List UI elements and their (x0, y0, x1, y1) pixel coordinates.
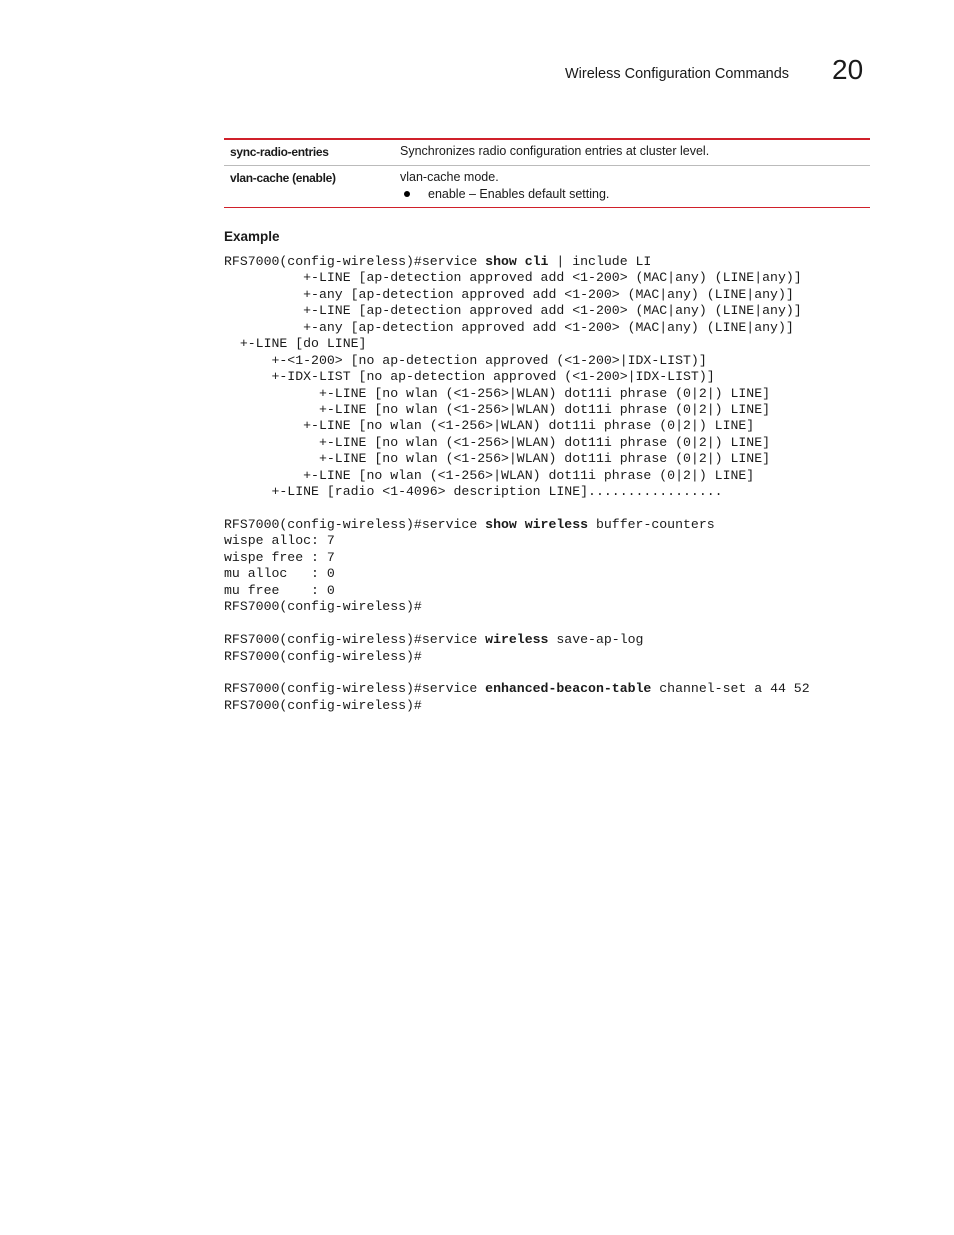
chapter-title: Wireless Configuration Commands (565, 66, 790, 82)
parameter-row (224, 139, 870, 166)
code-text: RFS7000(config-wireless)#service (224, 681, 486, 697)
code-text: mu alloc : 0 (224, 566, 335, 582)
code-keyword: enhanced-beacon-table (485, 681, 652, 697)
code-text: +-LINE [radio <1-4096> description LINE]................. (224, 484, 723, 500)
code-line (224, 336, 810, 352)
code-line (224, 681, 810, 697)
code-example (224, 254, 810, 714)
code-text: RFS7000(config-wireless)# (224, 697, 422, 713)
code-line (224, 632, 810, 648)
parameter-name: sync-radio-entries (230, 145, 329, 159)
code-line (224, 353, 810, 369)
bullet-list (400, 187, 870, 201)
code-text: +-LINE [no wlan (<1-256>|WLAN) dot11i phrase (0|2|) LINE] (224, 385, 771, 401)
code-text: +-LINE [ap-detection approved add <1-200> (MAC|any) (LINE|any)] (224, 270, 802, 286)
code-text: RFS7000(config-wireless)#service (224, 254, 486, 269)
parameter-description: Synchronizes radio configuration entries at cluster level. (400, 144, 710, 158)
code-line (224, 566, 810, 582)
code-text: RFS7000(config-wireless)# (224, 599, 422, 615)
code-line (224, 287, 810, 303)
code-text: RFS7000(config-wireless)#service (224, 632, 486, 648)
code-line (224, 320, 810, 336)
code-line (224, 468, 810, 484)
code-text: +-LINE [no wlan (<1-256>|WLAN) dot11i phrase (0|2|) LINE] (224, 451, 771, 467)
parameter-description: vlan-cache mode. (400, 170, 499, 184)
code-text: +-any [ap-detection approved add <1-200> (MAC|any) (LINE|any)] (224, 319, 794, 335)
code-keyword: show wireless (485, 517, 589, 532)
code-line (224, 435, 810, 451)
code-line (224, 254, 810, 270)
code-line (224, 616, 810, 632)
code-line (224, 533, 810, 549)
code-text: wispe alloc: 7 (224, 533, 335, 549)
code-text: +-LINE [no wlan (<1-256>|WLAN) dot11i phrase (0|2|) LINE] (224, 401, 771, 417)
bullet-dot-icon (404, 191, 410, 197)
code-text: mu free : 0 (224, 582, 335, 598)
parameter-table (224, 138, 870, 208)
code-text: channel-set a 44 52 (651, 681, 810, 697)
code-text: +-LINE [no wlan (<1-256>|WLAN) dot11i phrase (0|2|) LINE] (224, 467, 755, 483)
parameter-row (224, 166, 870, 208)
code-text: wispe free : 7 (224, 549, 335, 565)
code-text: +-any [ap-detection approved add <1-200> (MAC|any) (LINE|any)] (224, 286, 794, 302)
code-line (224, 665, 810, 681)
code-line (224, 484, 810, 500)
code-text: RFS7000(config-wireless)#service (224, 517, 486, 532)
bullet-item (400, 187, 870, 201)
code-line (224, 386, 810, 402)
code-line (224, 583, 810, 599)
code-text: | include LI (548, 254, 652, 269)
code-line (224, 599, 810, 615)
code-line (224, 517, 810, 533)
bullet-text: enable – Enables default setting. (428, 187, 610, 201)
code-text: +-LINE [no wlan (<1-256>|WLAN) dot11i phrase (0|2|) LINE] (224, 418, 755, 434)
example-heading: Example (224, 229, 280, 244)
chapter-number: 20 (832, 54, 864, 85)
code-text: save-ap-log (548, 632, 644, 648)
parameter-name: vlan-cache (enable) (230, 171, 336, 185)
parameter-table-body (224, 139, 870, 208)
code-line (224, 402, 810, 418)
code-line (224, 270, 810, 286)
code-line (224, 501, 810, 517)
code-text: buffer-counters (588, 517, 715, 532)
code-line (224, 550, 810, 566)
code-text: +-LINE [no wlan (<1-256>|WLAN) dot11i phrase (0|2|) LINE] (224, 434, 771, 450)
code-text: +-LINE [ap-detection approved add <1-200> (MAC|any) (LINE|any)] (224, 303, 802, 319)
code-text: +-LINE [do LINE] (224, 336, 367, 352)
code-line (224, 369, 810, 385)
code-keyword: show cli (485, 254, 549, 269)
code-line (224, 451, 810, 467)
parameter-description-cell (400, 139, 870, 166)
code-line (224, 418, 810, 434)
code-line (224, 698, 810, 714)
code-text: +-IDX-LIST [no ap-detection approved (<1-200>|IDX-LIST)] (224, 369, 715, 385)
parameter-description-cell (400, 166, 870, 208)
code-text: +-<1-200> [no ap-detection approved (<1-200>|IDX-LIST)] (224, 352, 707, 368)
code-line (224, 303, 810, 319)
code-keyword: wireless (485, 632, 549, 648)
code-line (224, 649, 810, 665)
code-text: RFS7000(config-wireless)# (224, 648, 422, 664)
